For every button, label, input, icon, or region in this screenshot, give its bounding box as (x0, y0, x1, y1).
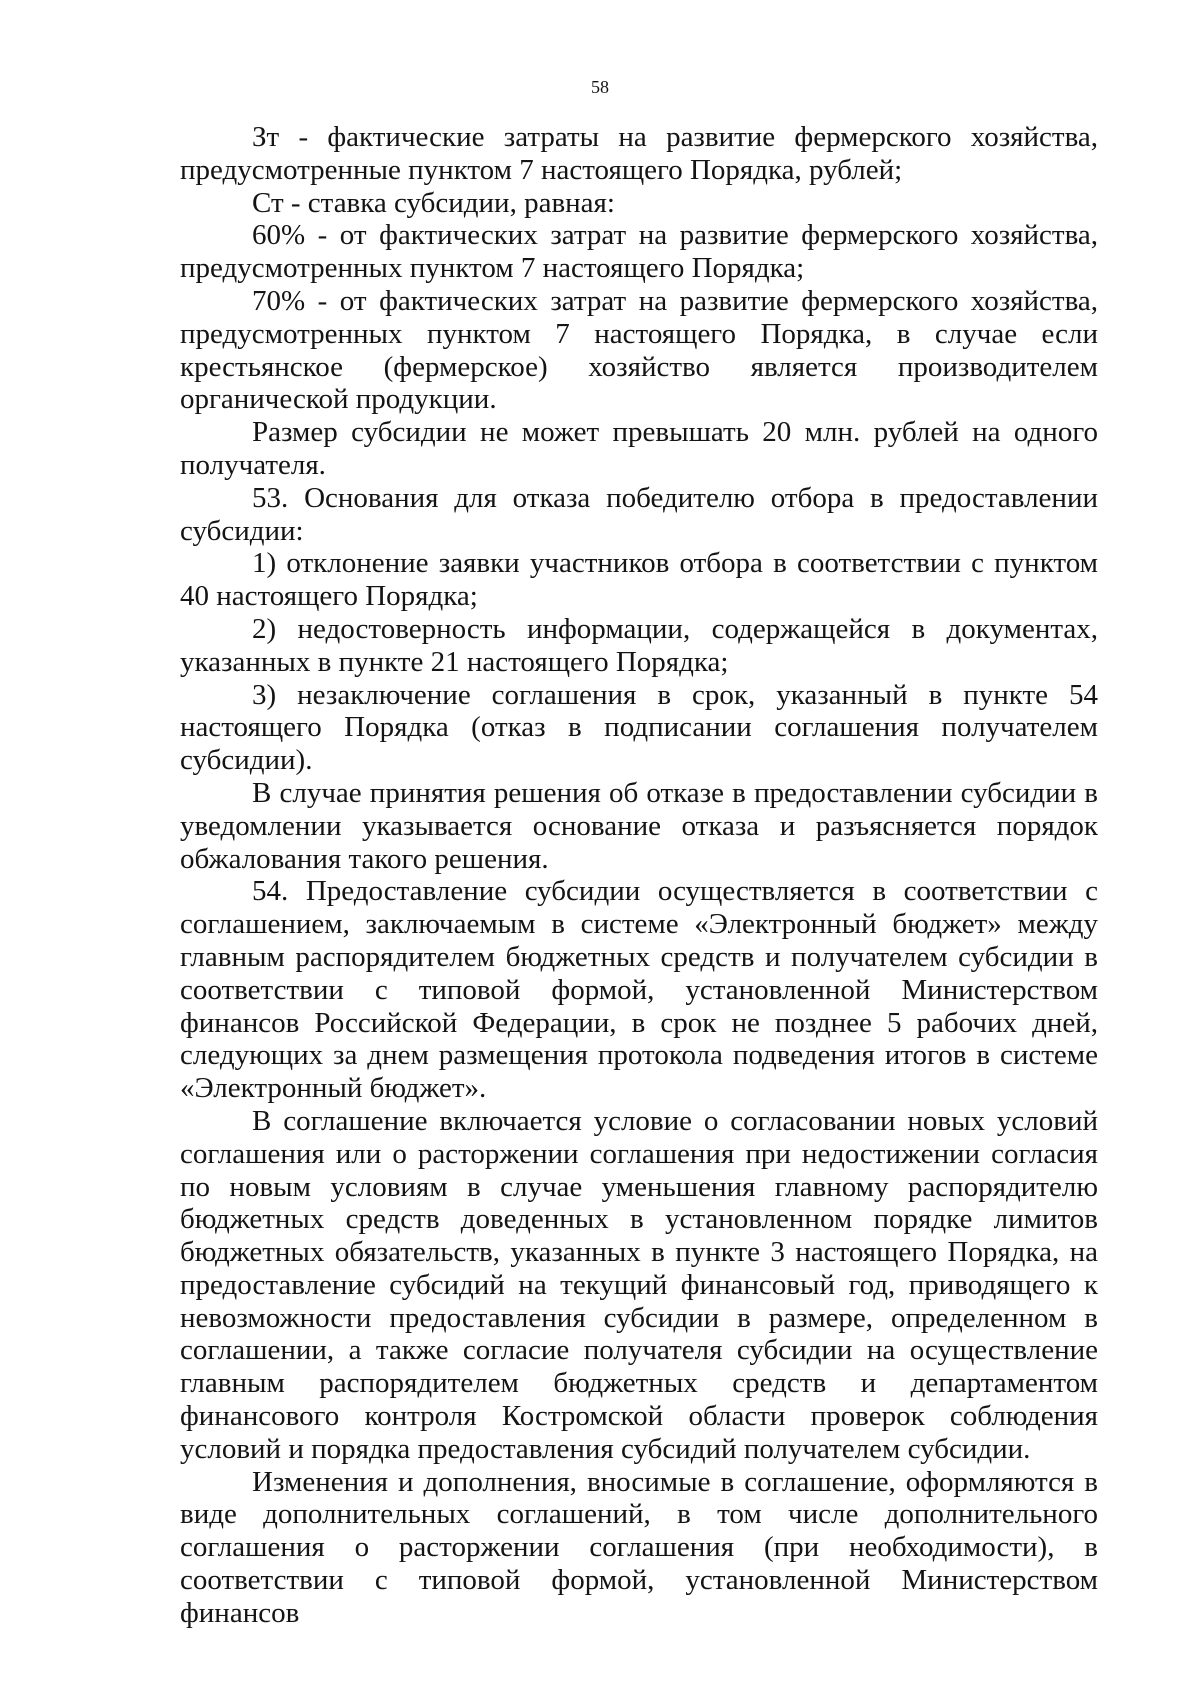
paragraph-st-definition: Ст - ставка субсидии, равная: (252, 186, 615, 219)
paragraph-item-2: 2) недостоверность информации, содержащейся в документах, указанных в пункте 21 настоящего Порядка; (180, 612, 1098, 678)
page-number: 58 (591, 77, 609, 97)
paragraph-agreement-conditions: В соглашение включается условие о согласовании новых условий соглашения или о расторжении соглашения при недостижении согласия по новым условиям в случае уменьшения главному распорядителю бюджетных средств доведенных в установленном порядке лимитов бюджетных обязательств, указанных в пункте 3 настоящего Порядка, на предоставление субсидий на текущий финансовый год, приводящего к невозможности предоставления субсидии в размере, определенном в соглашении, а также согласие получателя субсидии на осуществление главным распорядителем бюджетных средств и департаментом финансового контроля Костромской области проверок соблюдения условий и порядка предоставления субсидий получателем субсидии. (180, 1104, 1098, 1465)
paragraph-subsidy-limit: Размер субсидии не может превышать 20 млн. рублей на одного получателя. (180, 416, 1098, 481)
paragraph-section-53: 53. Основания для отказа победителю отбора в предоставлении субсидии: (180, 481, 1098, 547)
paragraph-rate-70: 70% - от фактических затрат на развитие фермерского хозяйства, предусмотренных пунктом 7 настоящего Порядка, в случае если крестьянское (фермерское) хозяйство является производителем органической продукции. (180, 284, 1098, 416)
paragraph-zt-definition: Зт - фактические затраты на развитие фермерского хозяйства, предусмотренные пунктом 7 настоящего Порядка, рублей; (180, 121, 1098, 186)
document-body (180, 121, 1098, 1630)
paragraph-agreement-changes: Изменения и дополнения, вносимые в соглашение, оформляются в виде дополнительных соглашений, в том числе дополнительного соглашения о расторжении соглашения (при необходимости), в соответствии с типовой формой, установленной Министерством финансов (180, 1465, 1098, 1629)
paragraph-item-1: 1) отклонение заявки участников отбора в соответствии с пунктом 40 настоящего Порядка; (180, 547, 1098, 613)
paragraph-section-54: 54. Предоставление субсидии осуществляется в соответствии с соглашением, заключаемым в системе «Электронный бюджет» между главным распорядителем бюджетных средств и получателем субсидии в соответствии с типовой формой, установленной Министерством финансов Российской Федерации, в срок не позднее 5 рабочих дней, следующих за днем размещения протокола подведения итогов в системе «Электронный бюджет». (180, 875, 1098, 1105)
paragraph-item-3: 3) незаключение соглашения в срок, указанный в пункте 54 настоящего Порядка (отказ в подписании соглашения получателем субсидии). (180, 678, 1098, 777)
paragraph-rate-60: 60% - от фактических затрат на развитие фермерского хозяйства, предусмотренных пунктом 7 настоящего Порядка; (180, 219, 1098, 285)
paragraph-refusal-notice: В случае принятия решения об отказе в предоставлении субсидии в уведомлении указывается основание отказа и разъясняется порядок обжалования такого решения. (180, 776, 1098, 875)
